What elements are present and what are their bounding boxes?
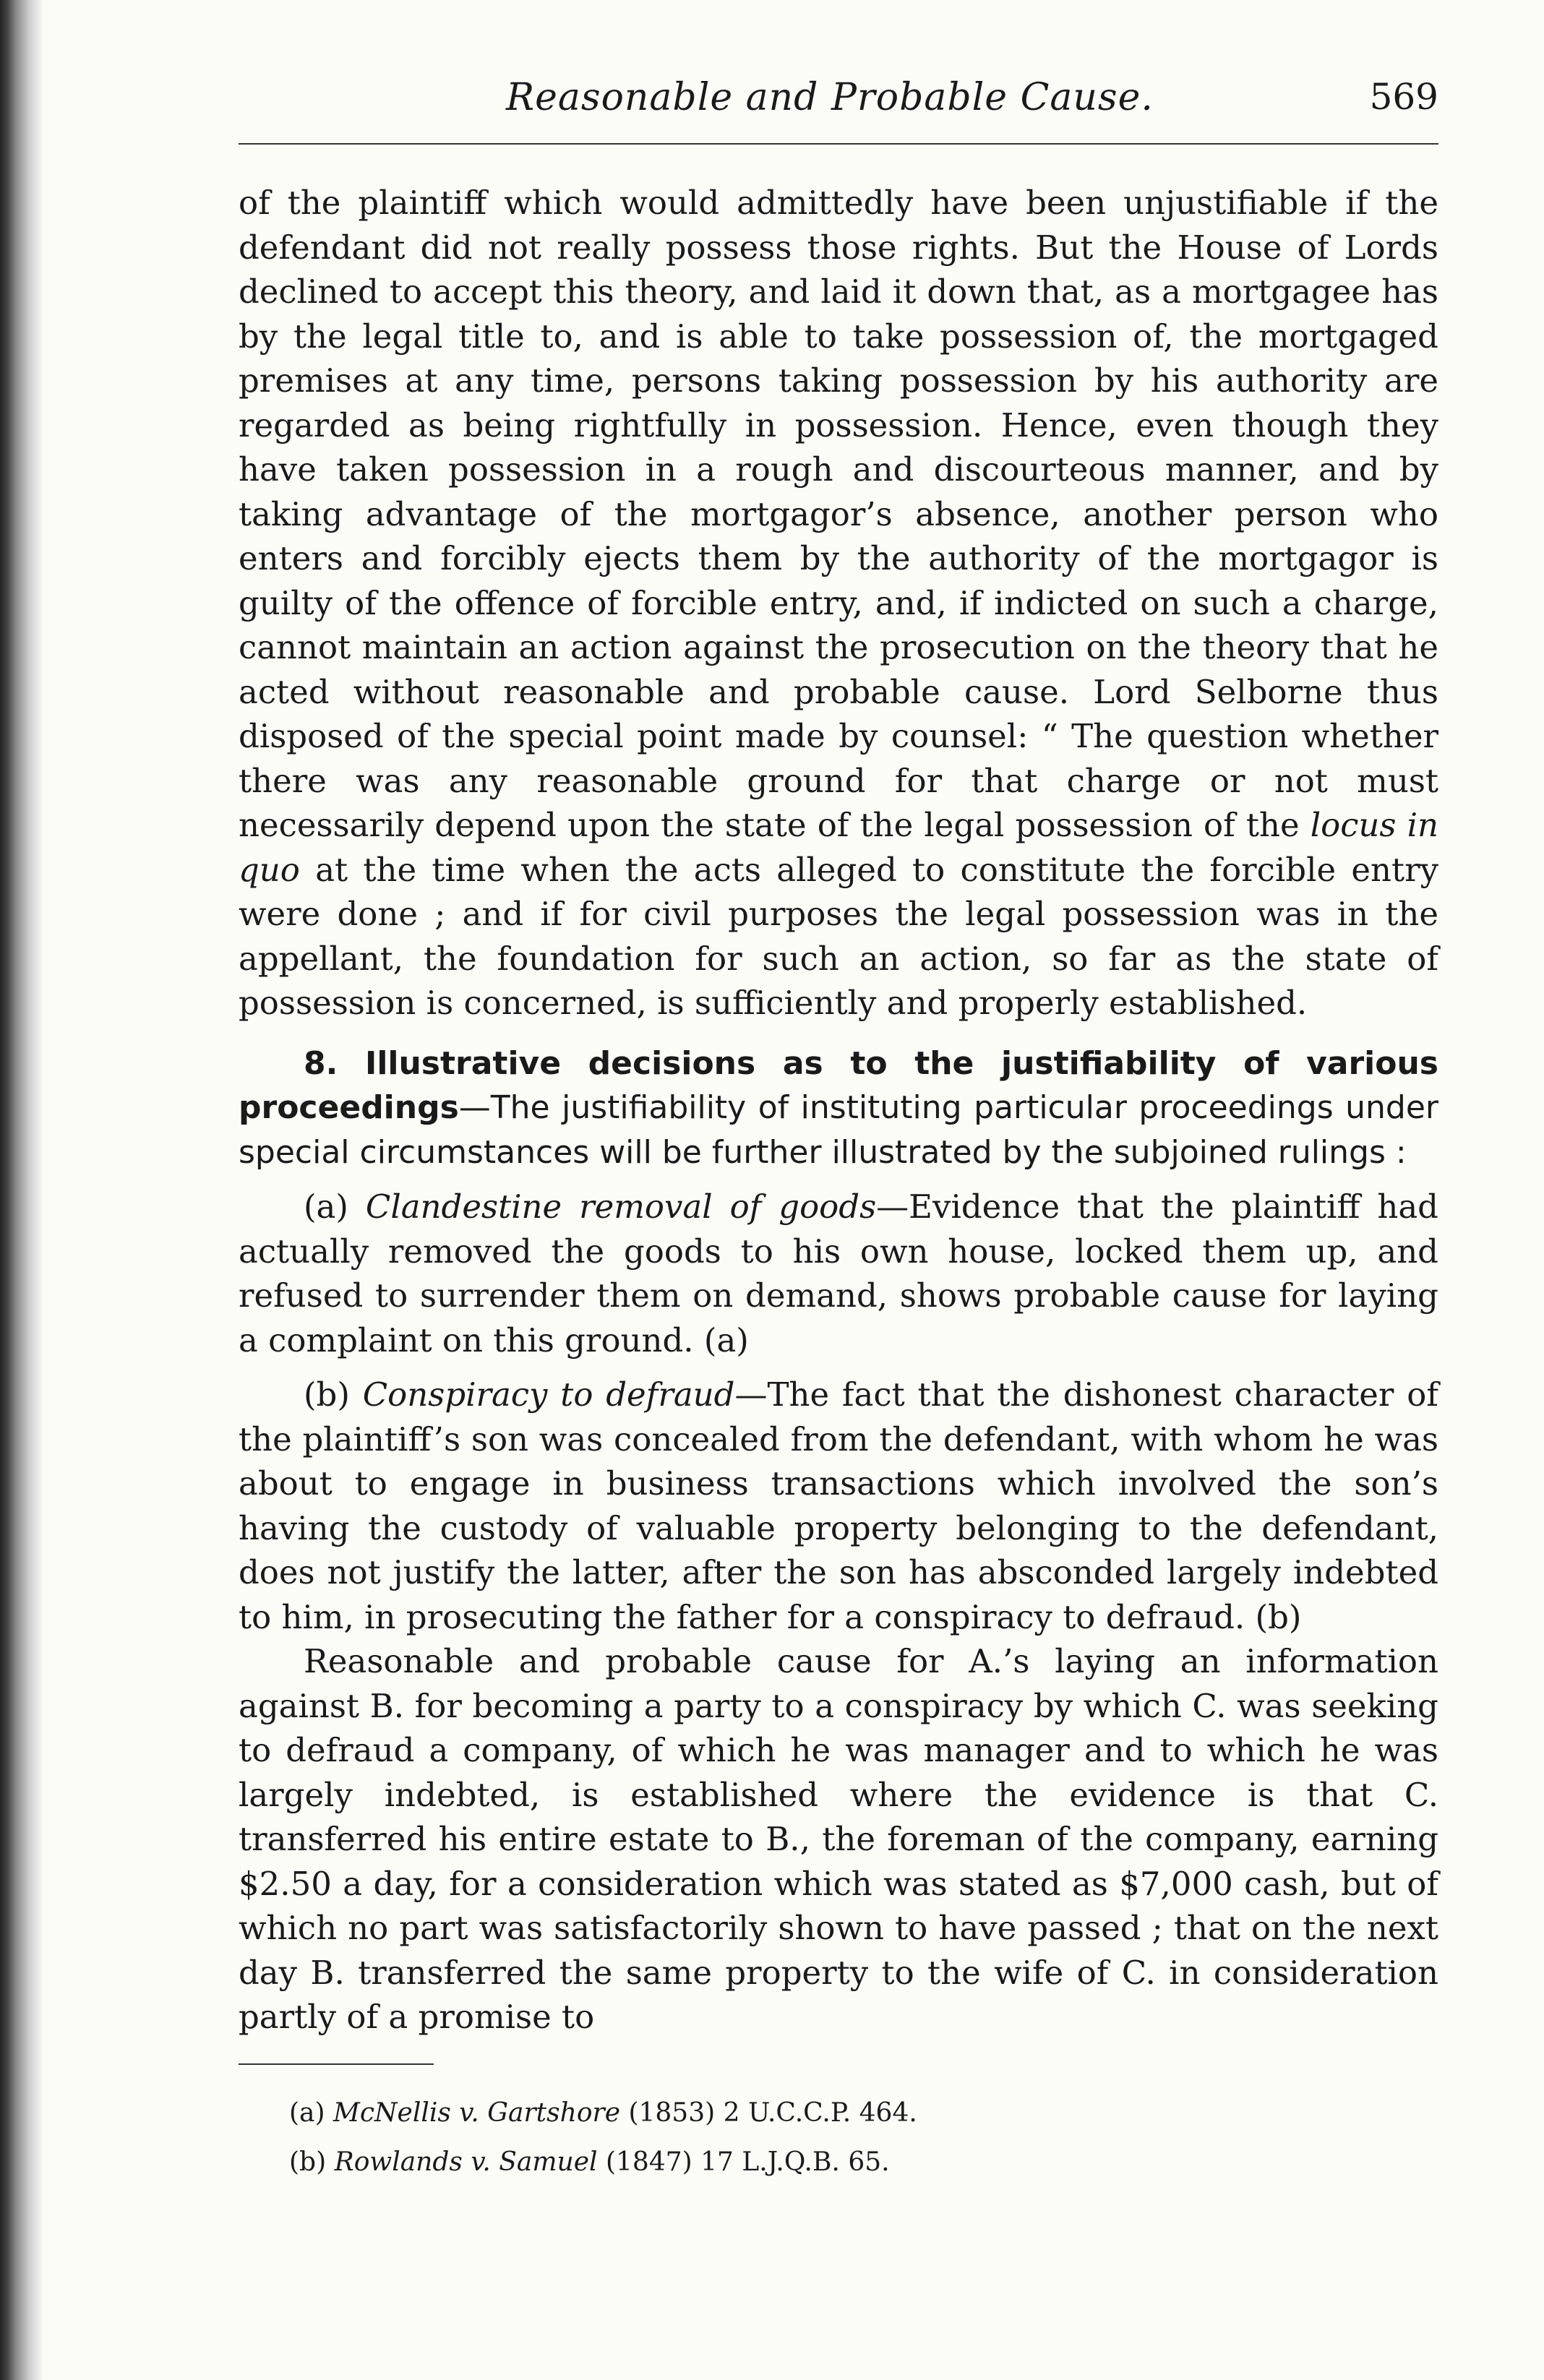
footnote-ref: (b) xyxy=(1255,1597,1302,1636)
case-entry-a: (a) Clandestine removal of goods—Evidence that the plaintiff had actually removed the goods to his own house, locked them up, and refused to surrender them on demand, shows probable cause for laying a complaint on this ground. (a) xyxy=(239,1187,1438,1359)
body-text xyxy=(239,181,1438,2040)
footnotes xyxy=(289,2089,917,2187)
page-header xyxy=(239,76,1438,134)
case-entry-b: (b) Conspiracy to defraud—The fact that the dishonest character of the plaintiff’s son was concealed from the defendant, with whom he was about to engage in business transactions which involved the son’s having the custody of valuable property belonging to the defendant, does not justify the latter, after the son has absconded largely indebted to him, in prosecuting the father for a conspiracy to defraud. (b) xyxy=(239,1375,1438,1636)
footnote-rule xyxy=(239,2063,434,2065)
footnote-ref: (a) xyxy=(703,1320,749,1359)
header-rule xyxy=(239,143,1438,145)
paragraph: Reasonable and probable cause for A.’s laying an information against B. for becoming a party to a conspiracy by which C. was seeking to defraud a company, of which he was manager and to which he was largely indebted, is established where the evidence is that C. transferred his entire estate to B., the foreman of the company, earning $2.50 a day, for a consideration which was stated as $7,000 cash, but of which no part was satisfactorily shown to have passed ; that on the next day B. transferred the same property to the wife of C. in consideration partly of a promise to xyxy=(239,1642,1438,2036)
paragraph: of the plaintiff which would admittedly have been unjustifiable if the defendant did not really possess those rights. But the House of Lords declined to accept this theory, and laid it down that, as a mortgagee has by the legal title to, and is able to take possession of, the mortgaged premises at any time, persons taking possession by his authority are regarded as being rightfully in possession. Hence, even though they have taken possession in a rough and discourteous manner, and by taking advantage of the mortgagor’s absence, another person who enters and forcibly ejects them by the authority of the mortgagor is guilty of the offence of forcible entry, and, if indicted on such a charge, cannot maintain an action against the prosecution on the theory that he acted without reasonable and probable cause. Lord Selborne thus disposed of the special point made by counsel: “ The question whether there was any reasonable ground for that charge or not must necessarily depend upon the state of the legal possession of the locus in quo at the time when the acts alleged to constitute the forcible entry were done ; and if for civil purposes the legal possession was in the appellant, the foundation for such an action, so far as the state of possession is concerned, is sufficiently and properly established. xyxy=(239,184,1439,1022)
case-title: Conspiracy to defraud xyxy=(362,1375,735,1414)
footnote: (a) McNellis v. Gartshore (1853) 2 U.C.C.P. 464. xyxy=(289,2098,917,2128)
book-spine-shadow xyxy=(0,0,43,2380)
footnote-case: McNellis v. Gartshore xyxy=(333,2098,620,2128)
latin-phrase: locus in quo xyxy=(239,806,1438,889)
footnote-case: Rowlands v. Samuel xyxy=(334,2147,598,2177)
section-paragraph: 8. Illustrative decisions as to the justifiability of various proceedings—The justifiability of instituting particular proceedings under special circumstances will be further illustrated by the subjoined rulings : xyxy=(239,1044,1438,1171)
section-heading: 8. Illustrative decisions as to the justifiability of various proceedings xyxy=(239,1044,1438,1126)
running-title: Reasonable and Probable Cause. xyxy=(506,76,1154,119)
footnote: (b) Rowlands v. Samuel (1847) 17 L.J.Q.B. 65. xyxy=(289,2147,890,2177)
page-number: 569 xyxy=(1369,76,1438,118)
case-title: Clandestine removal of goods xyxy=(365,1187,877,1226)
